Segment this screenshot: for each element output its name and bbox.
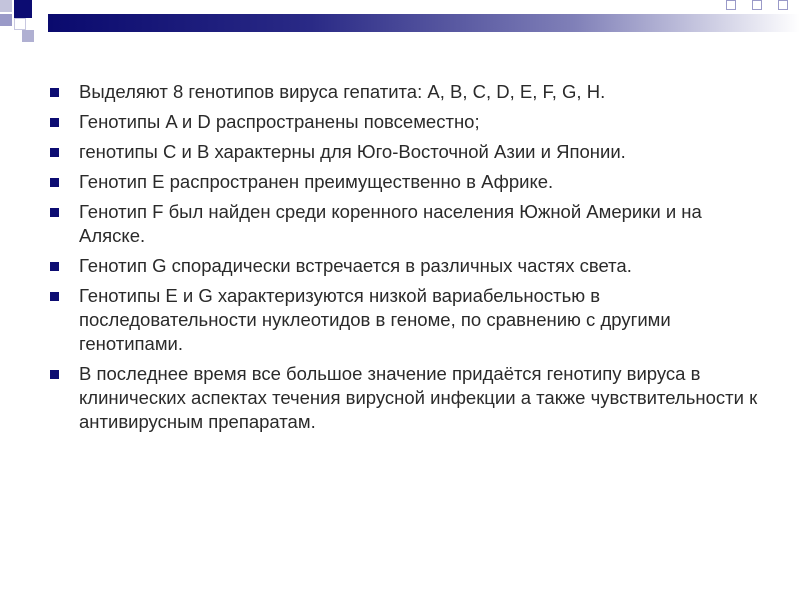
decorative-square — [0, 0, 12, 12]
square-bullet-icon — [50, 178, 59, 187]
bullet-item — [50, 140, 760, 164]
square-bullet-icon — [50, 208, 59, 217]
decorative-square — [752, 0, 762, 10]
bullet-text: Генотипы A и D распространены повсеместно; — [79, 111, 480, 132]
bullet-item — [50, 200, 760, 248]
decorative-square — [0, 14, 12, 26]
slide-body — [50, 80, 760, 440]
decorative-square — [14, 18, 26, 30]
bullet-item — [50, 110, 760, 134]
bullet-list — [50, 80, 760, 434]
square-bullet-icon — [50, 262, 59, 271]
header-gradient-bar — [48, 14, 800, 32]
square-bullet-icon — [50, 370, 59, 379]
bullet-text: Генотипы E и G характеризуются низкой вариабельностью в последовательности нуклеотидов в геноме, по сравнению с другими генотипами. — [79, 285, 671, 354]
decorative-square — [36, 20, 46, 30]
bullet-text: Генотип E распространен преимущественно в Африке. — [79, 171, 554, 192]
bullet-text: Генотип G спорадически встречается в различных частях света. — [79, 255, 632, 276]
square-bullet-icon — [50, 292, 59, 301]
bullet-item — [50, 284, 760, 356]
decorative-square — [778, 0, 788, 10]
bullet-text: В последнее время все большое значение придаётся генотипу вируса в клинических аспектах течения вирусной инфекции а также чувствительности к антивирусным препаратам. — [79, 363, 758, 432]
decorative-square — [32, 0, 48, 14]
decorative-square — [22, 30, 34, 42]
square-bullet-icon — [50, 88, 59, 97]
decorative-square — [726, 0, 736, 10]
bullet-text: генотипы C и B характерны для Юго-Восточной Азии и Японии. — [79, 141, 626, 162]
bullet-item — [50, 80, 760, 104]
bullet-text: Выделяют 8 генотипов вируса гепатита: A, B, C, D, E, F, G, H. — [79, 81, 606, 102]
square-bullet-icon — [50, 118, 59, 127]
decorative-square — [14, 0, 32, 18]
bullet-item — [50, 170, 760, 194]
bullet-item — [50, 362, 760, 434]
bullet-item — [50, 254, 760, 278]
bullet-text: Генотип F был найден среди коренного населения Южной Америки и на Аляске. — [79, 201, 702, 246]
square-bullet-icon — [50, 148, 59, 157]
